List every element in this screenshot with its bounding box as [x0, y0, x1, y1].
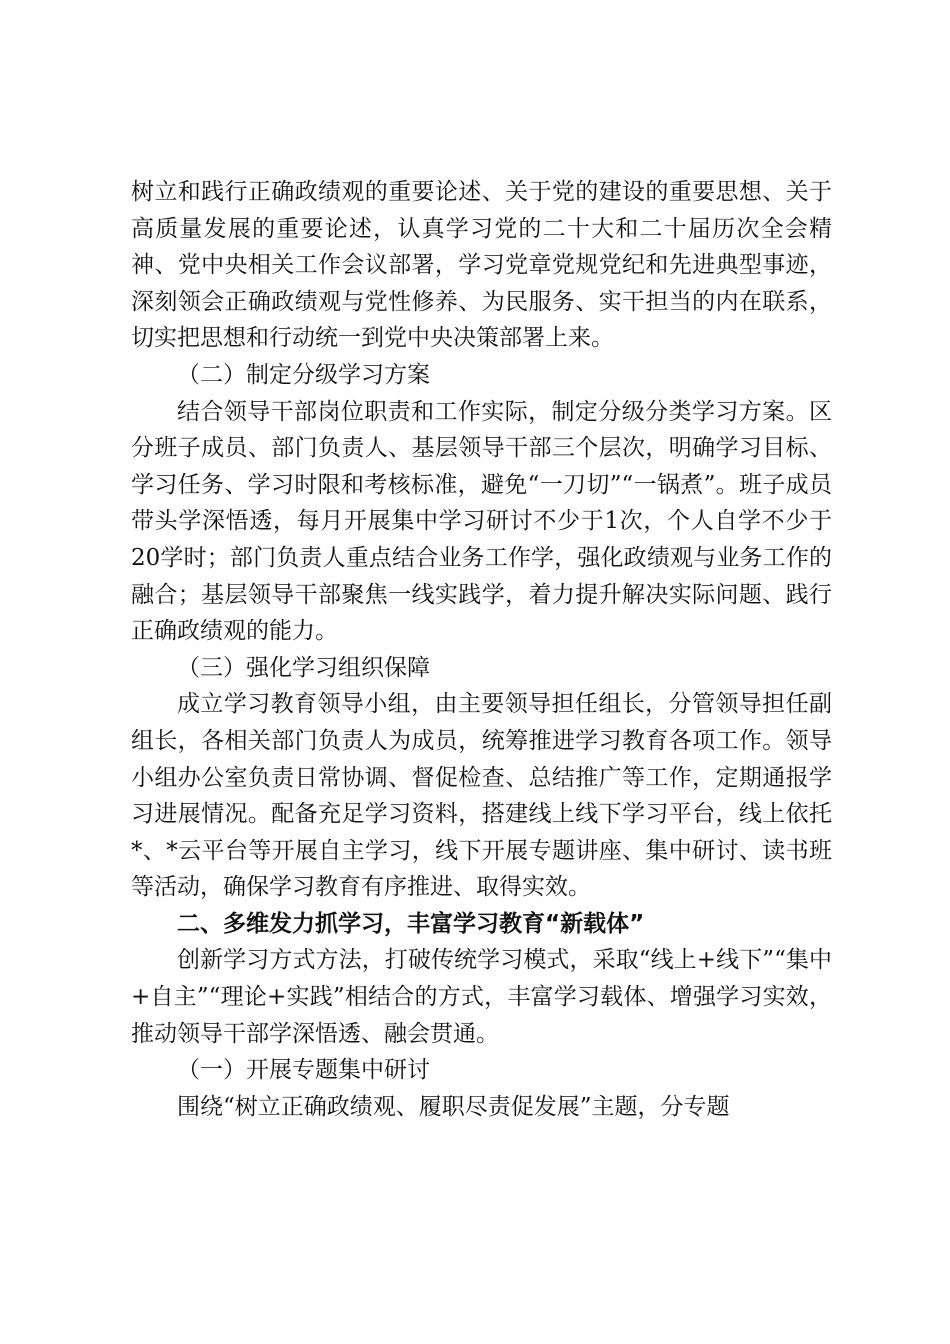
paragraph-organization: 成立学习教育领导小组，由主要领导担任组长，分管领导担任副组长，各相关部门负责人为成员，统筹推进学习教育各项工作。领导小组办公室负责日常协调、督促检查、总结推广等工作，定期通报学习进展情况。配备充足学习资料，搭建线上线下学习平台，线上依托*、*云平台等开展自主学习，线下开展专题讲座、集中研讨、读书班等活动，确保学习教育有序推进、取得实效。: [131, 691, 832, 901]
subheading-3: （三）强化学习组织保障: [177, 654, 430, 681]
paragraph-continuation: 树立和践行正确政绩观的重要论述、关于党的建设的重要思想、关于高质量发展的重要论述，认真学习党的二十大和二十届历次全会精神、党中央相关工作会议部署，学习党章党规党纪和先进典型事迹，深刻领会正确政绩观与党性修养、为民服务、实干担当的内在联系，切实把思想和行动统一到党中央决策部署上来。: [131, 179, 832, 352]
subheading-2: （二）制定分级学习方案: [177, 361, 430, 388]
paragraph-methods: 创新学习方式方法，打破传统学习模式，采取“线上+线下”“集中+自主”“理论+实践”相结合的方式，丰富学习载体、增强学习实效，推动领导干部学深悟透、融会贯通。: [131, 947, 832, 1047]
paragraph-tiered-plan: 结合领导干部岗位职责和工作实际，制定分级分类学习方案。区分班子成员、部门负责人、基层领导干部三个层次，明确学习目标、学习任务、学习时限和考核标准，避免“一刀切”“一锅煮”。班子成员带头学深悟透，每月开展集中学习研讨不少于1次，个人自学不少于20学时；部门负责人重点结合业务工作学，强化政绩观与业务工作的融合；基层领导干部聚焦一线实践学，着力提升解决实际问题、践行正确政绩观的能力。: [131, 398, 832, 645]
subheading-section2-1: （一）开展专题集中研讨: [177, 1057, 430, 1084]
document-body: [131, 174, 832, 1125]
section-title-2: 二、多维发力抓学习，丰富学习教育“新载体”: [177, 910, 645, 937]
paragraph-seminar: 围绕“树立正确政绩观、履职尽责促发展”主题，分专题: [177, 1093, 730, 1120]
